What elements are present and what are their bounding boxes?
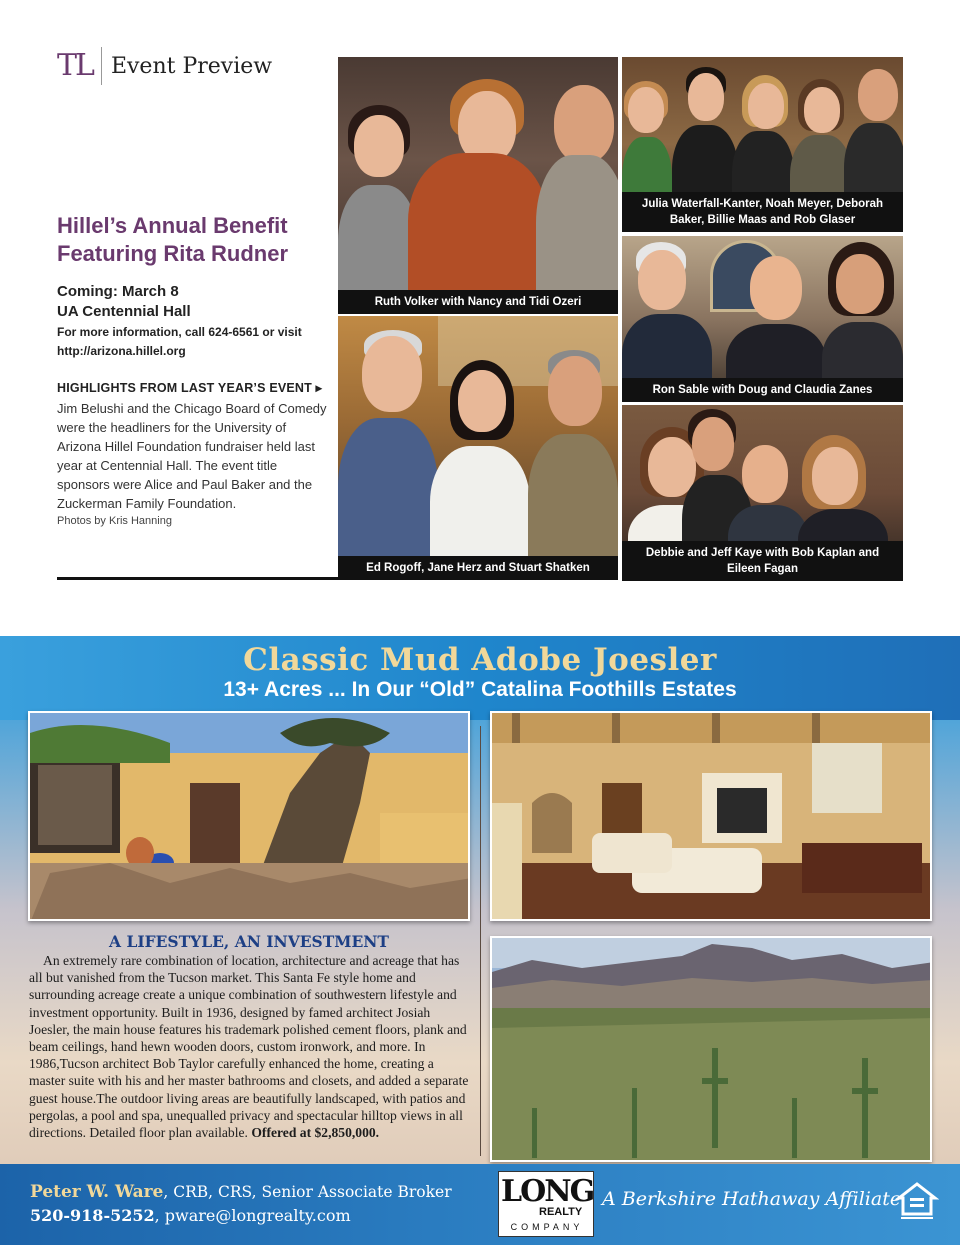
event-venue: UA Centennial Hall (57, 303, 191, 320)
event-title: Hillel’s Annual Benefit Featuring Rita Rudner (57, 213, 289, 266)
agent-email[interactable]: , pware@longrealty.com (154, 1206, 351, 1225)
highlights-body: Jim Belushi and the Chicago Board of Comedy were the headliners for the University of Arizona Hillel Foundation fundraiser held last year at Centennial Hall. The event title sponsors were Alice and Paul Baker and the Zuckerman Family Foundation. (57, 401, 327, 511)
realty-logo-word: REALTY (539, 1206, 583, 1218)
event-photo-1 (338, 57, 618, 314)
event-photo-3 (622, 236, 903, 402)
section-title: Event Preview (110, 53, 273, 79)
ad-title: Classic Mud Adobe Joesler (243, 642, 717, 678)
photo-caption: Ron Sable with Doug and Claudia Zanes (622, 378, 903, 402)
ad-footer (0, 1164, 960, 1245)
highlights-heading: HIGHLIGHTS FROM LAST YEAR’S EVENT ▸ (57, 381, 323, 395)
agent-line (30, 1182, 452, 1202)
real-estate-ad (0, 636, 960, 1245)
living-room-photo (490, 711, 932, 921)
long-realty-logo (498, 1171, 594, 1237)
column-divider (480, 726, 481, 1156)
agent-credentials: , CRB, CRS, Senior Associate Broker (163, 1183, 452, 1201)
affiliate-text: A Berkshire Hathaway Affiliate (602, 1188, 902, 1210)
event-date: Coming: March 8 (57, 283, 179, 300)
ad-heading: A LIFESTYLE, AN INVESTMENT (109, 932, 389, 951)
event-photo-4 (338, 316, 618, 580)
tl-logo: TL (57, 47, 102, 85)
photo-caption: Julia Waterfall-Kanter, Noah Meyer, Deborah Baker, Billie Maas and Rob Glaser (622, 192, 903, 232)
agent-phone[interactable]: 520-918-5252 (30, 1206, 155, 1225)
courtyard-photo (28, 711, 470, 921)
photo-caption: Ed Rogoff, Jane Herz and Stuart Shatken (338, 556, 618, 580)
long-logo-word: LONG (501, 1174, 594, 1209)
agent-contact (30, 1206, 351, 1225)
mountain-view-photo (490, 936, 932, 1162)
equal-housing-icon (895, 1178, 939, 1222)
event-info: For more information, call 624-6561 or visit http://arizona.hillel.org (57, 325, 302, 358)
event-photo-5 (622, 405, 903, 581)
company-logo-word: COMPANY (510, 1222, 584, 1232)
photo-caption: Debbie and Jeff Kaye with Bob Kaplan and Eileen Fagan (622, 541, 903, 581)
event-photo-2 (622, 57, 903, 232)
ad-body (29, 952, 473, 1141)
ad-offer-price: Offered at $2,850,000. (251, 1125, 380, 1141)
ad-body-text: An extremely rare combination of location, architecture and acreage that has all but vanished from the Tucson market. This Santa Fe style home and surrounding acreage create a unique combination of southwestern lifestyle and investment opportunity. Built in 1936, designed by famed architect Josiah Joesler, the main house features his trademark polished cement floors, plank and beam ceilings, hand hewn wooden doors, custom ironwork, and more. In 1986,Tucson architect Bob Taylor carefully enhanced the home, creating a master suite with his and her master bathrooms and closets, and added a separate guest house.The outdoor living areas are beautifully landscaped, with patios and pergolas, a pool and spa, unequalled privacy and spectacular hilltop views in all directions. Detailed floor plan available. (29, 953, 469, 1141)
photo-credit: Photos by Kris Hanning (57, 515, 172, 527)
magazine-header (57, 44, 272, 88)
agent-name: Peter W. Ware (30, 1182, 164, 1202)
ad-subtitle: 13+ Acres ... In Our “Old” Catalina Foothills Estates (223, 678, 737, 701)
section-divider (57, 577, 339, 580)
photo-caption: Ruth Volker with Nancy and Tidi Ozeri (338, 290, 618, 314)
